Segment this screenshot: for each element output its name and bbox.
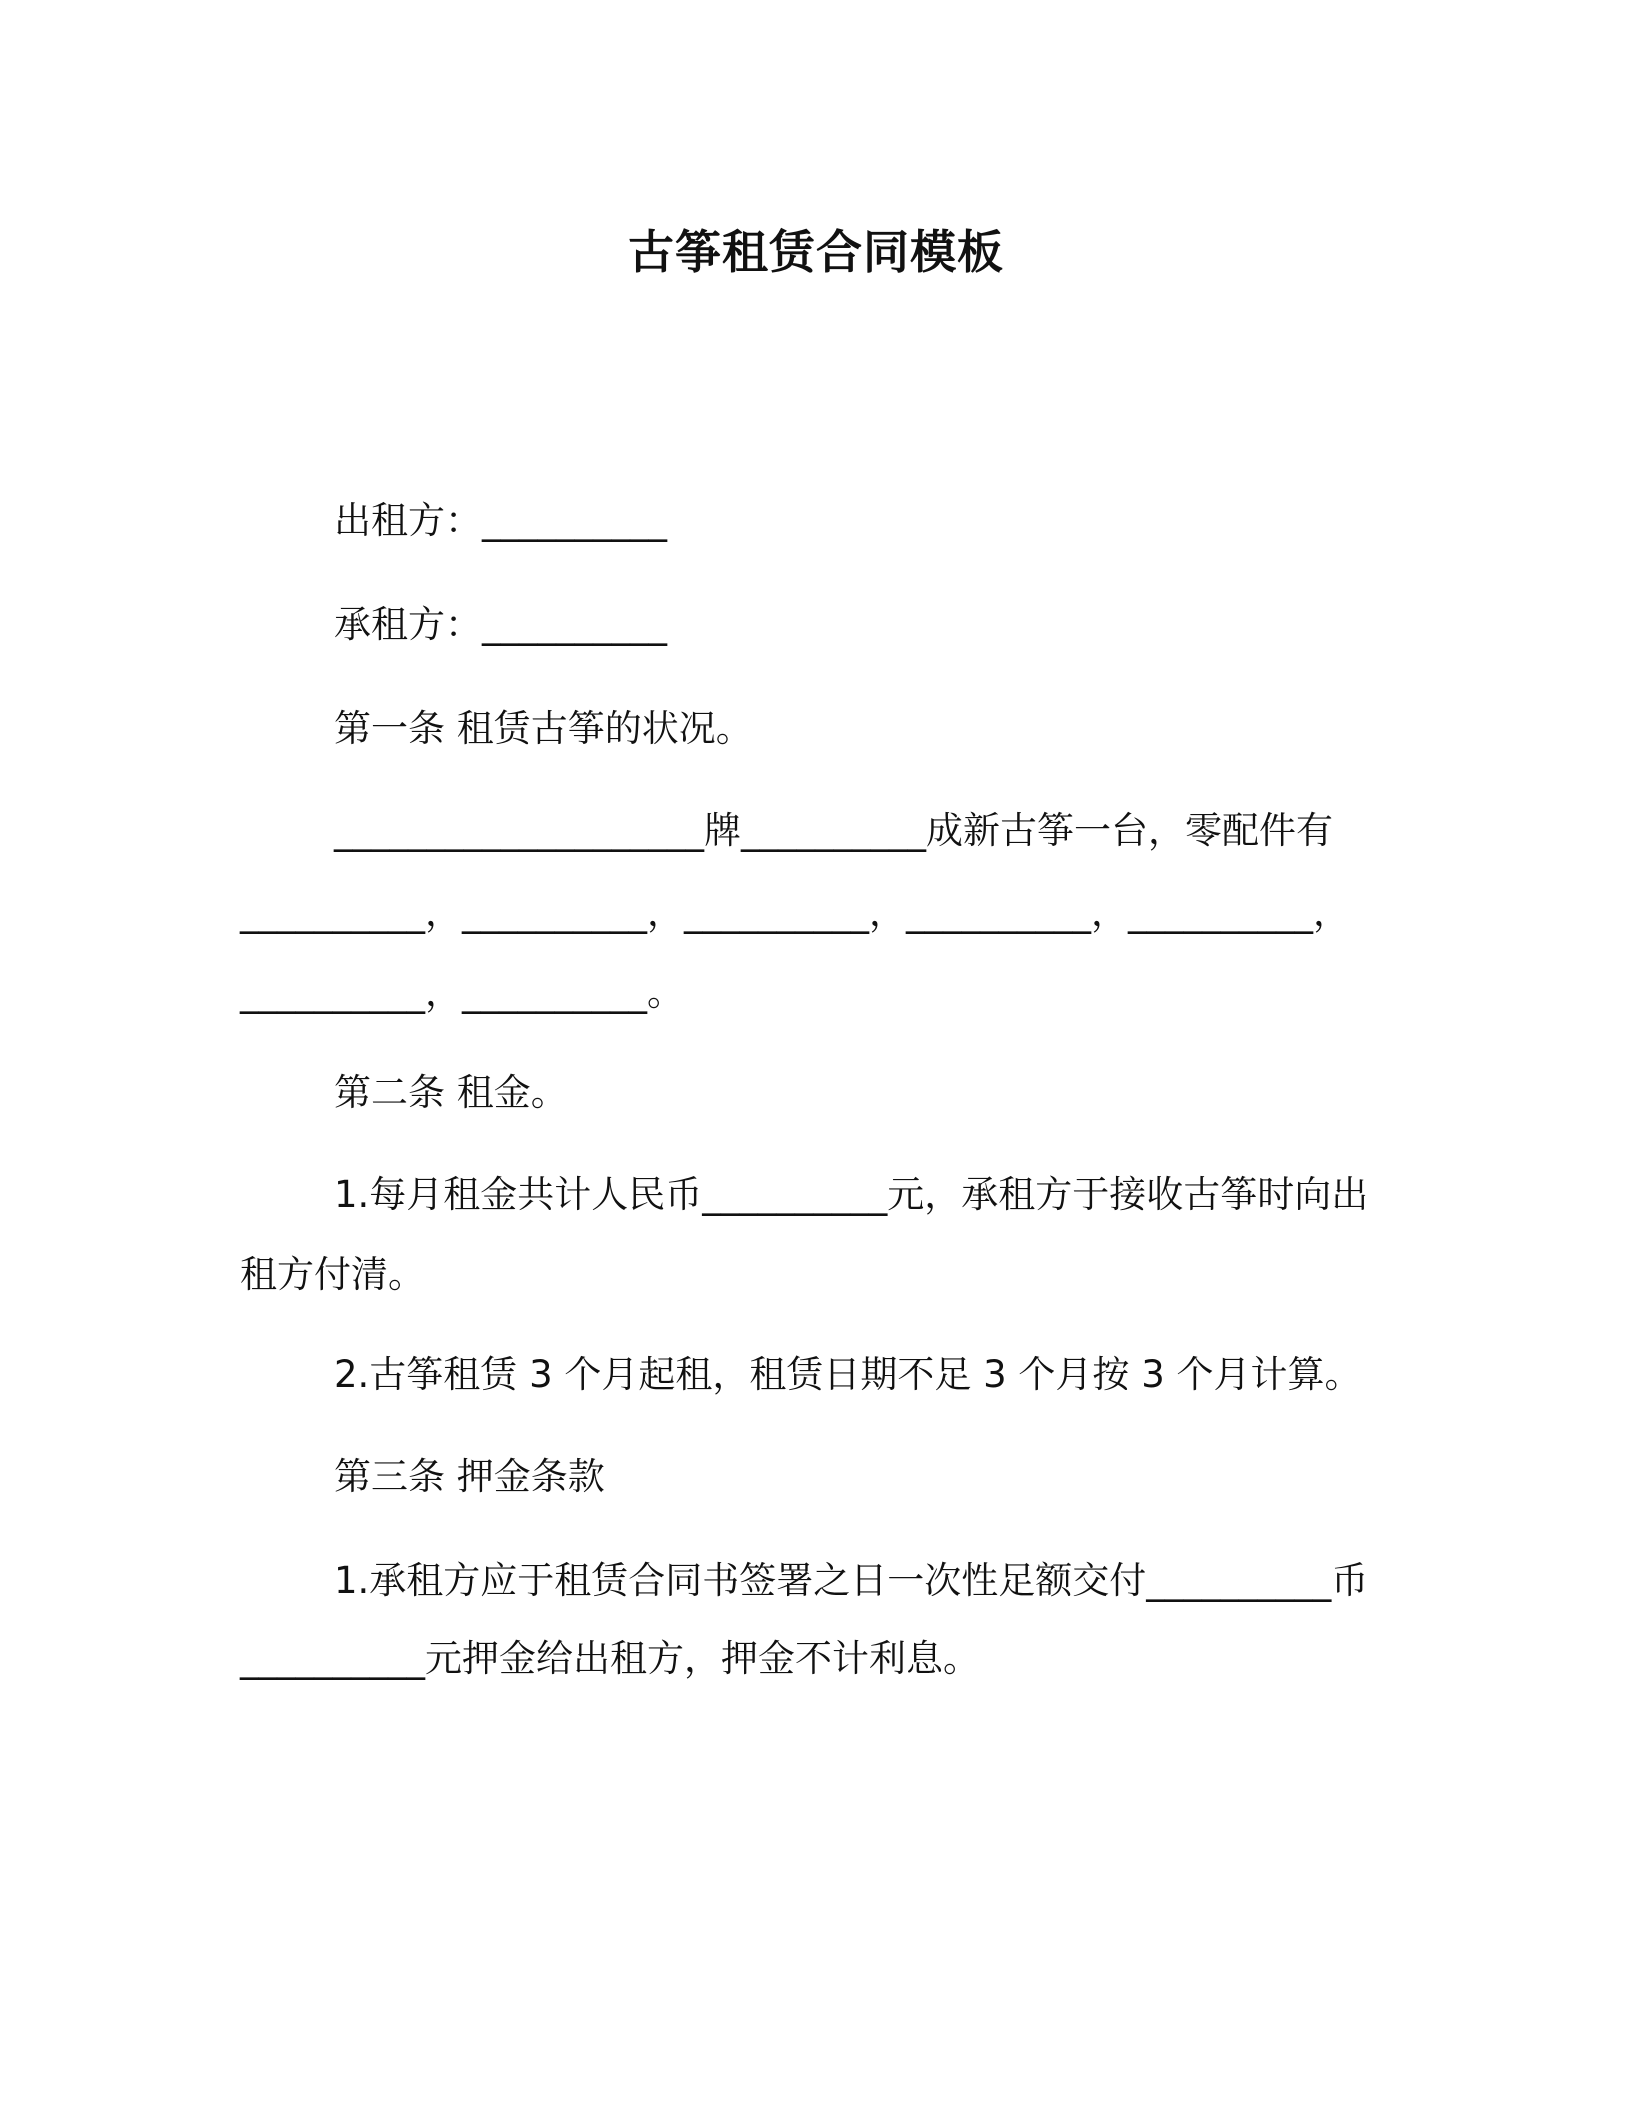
article-3-item-1-line-1: 1.承租方应于租赁合同书签署之日一次性足额交付__________币: [334, 1559, 1369, 1602]
article-2-item-2: 2.古筝租赁 3 个月起租，租赁日期不足 3 个月按 3 个月计算。: [334, 1353, 1362, 1396]
document-title: 古筝租赁合同模板: [628, 225, 1004, 279]
article-2-heading: 第二条 租金。: [334, 1071, 568, 1114]
article-3-heading: 第三条 押金条款: [334, 1455, 605, 1498]
article-2-item-1-line-1: 1.每月租金共计人民币__________元，承租方于接收古筝时向出: [334, 1173, 1369, 1216]
article-2-item-1-line-2: 租方付清。: [240, 1253, 425, 1296]
article-1-heading: 第一条 租赁古筝的状况。: [334, 707, 753, 750]
article-1-body-line-2: __________，__________，__________，__________，__________，: [240, 891, 1350, 934]
article-1-body-line-1: ____________________牌__________成新古筝一台，零配件有: [334, 809, 1333, 852]
article-1-body-line-3: __________，__________。: [240, 971, 684, 1014]
lessee-line: 承租方：__________: [334, 603, 667, 646]
lessor-line: 出租方：__________: [334, 499, 667, 542]
article-3-item-1-line-2: __________元押金给出租方，押金不计利息。: [240, 1637, 980, 1680]
